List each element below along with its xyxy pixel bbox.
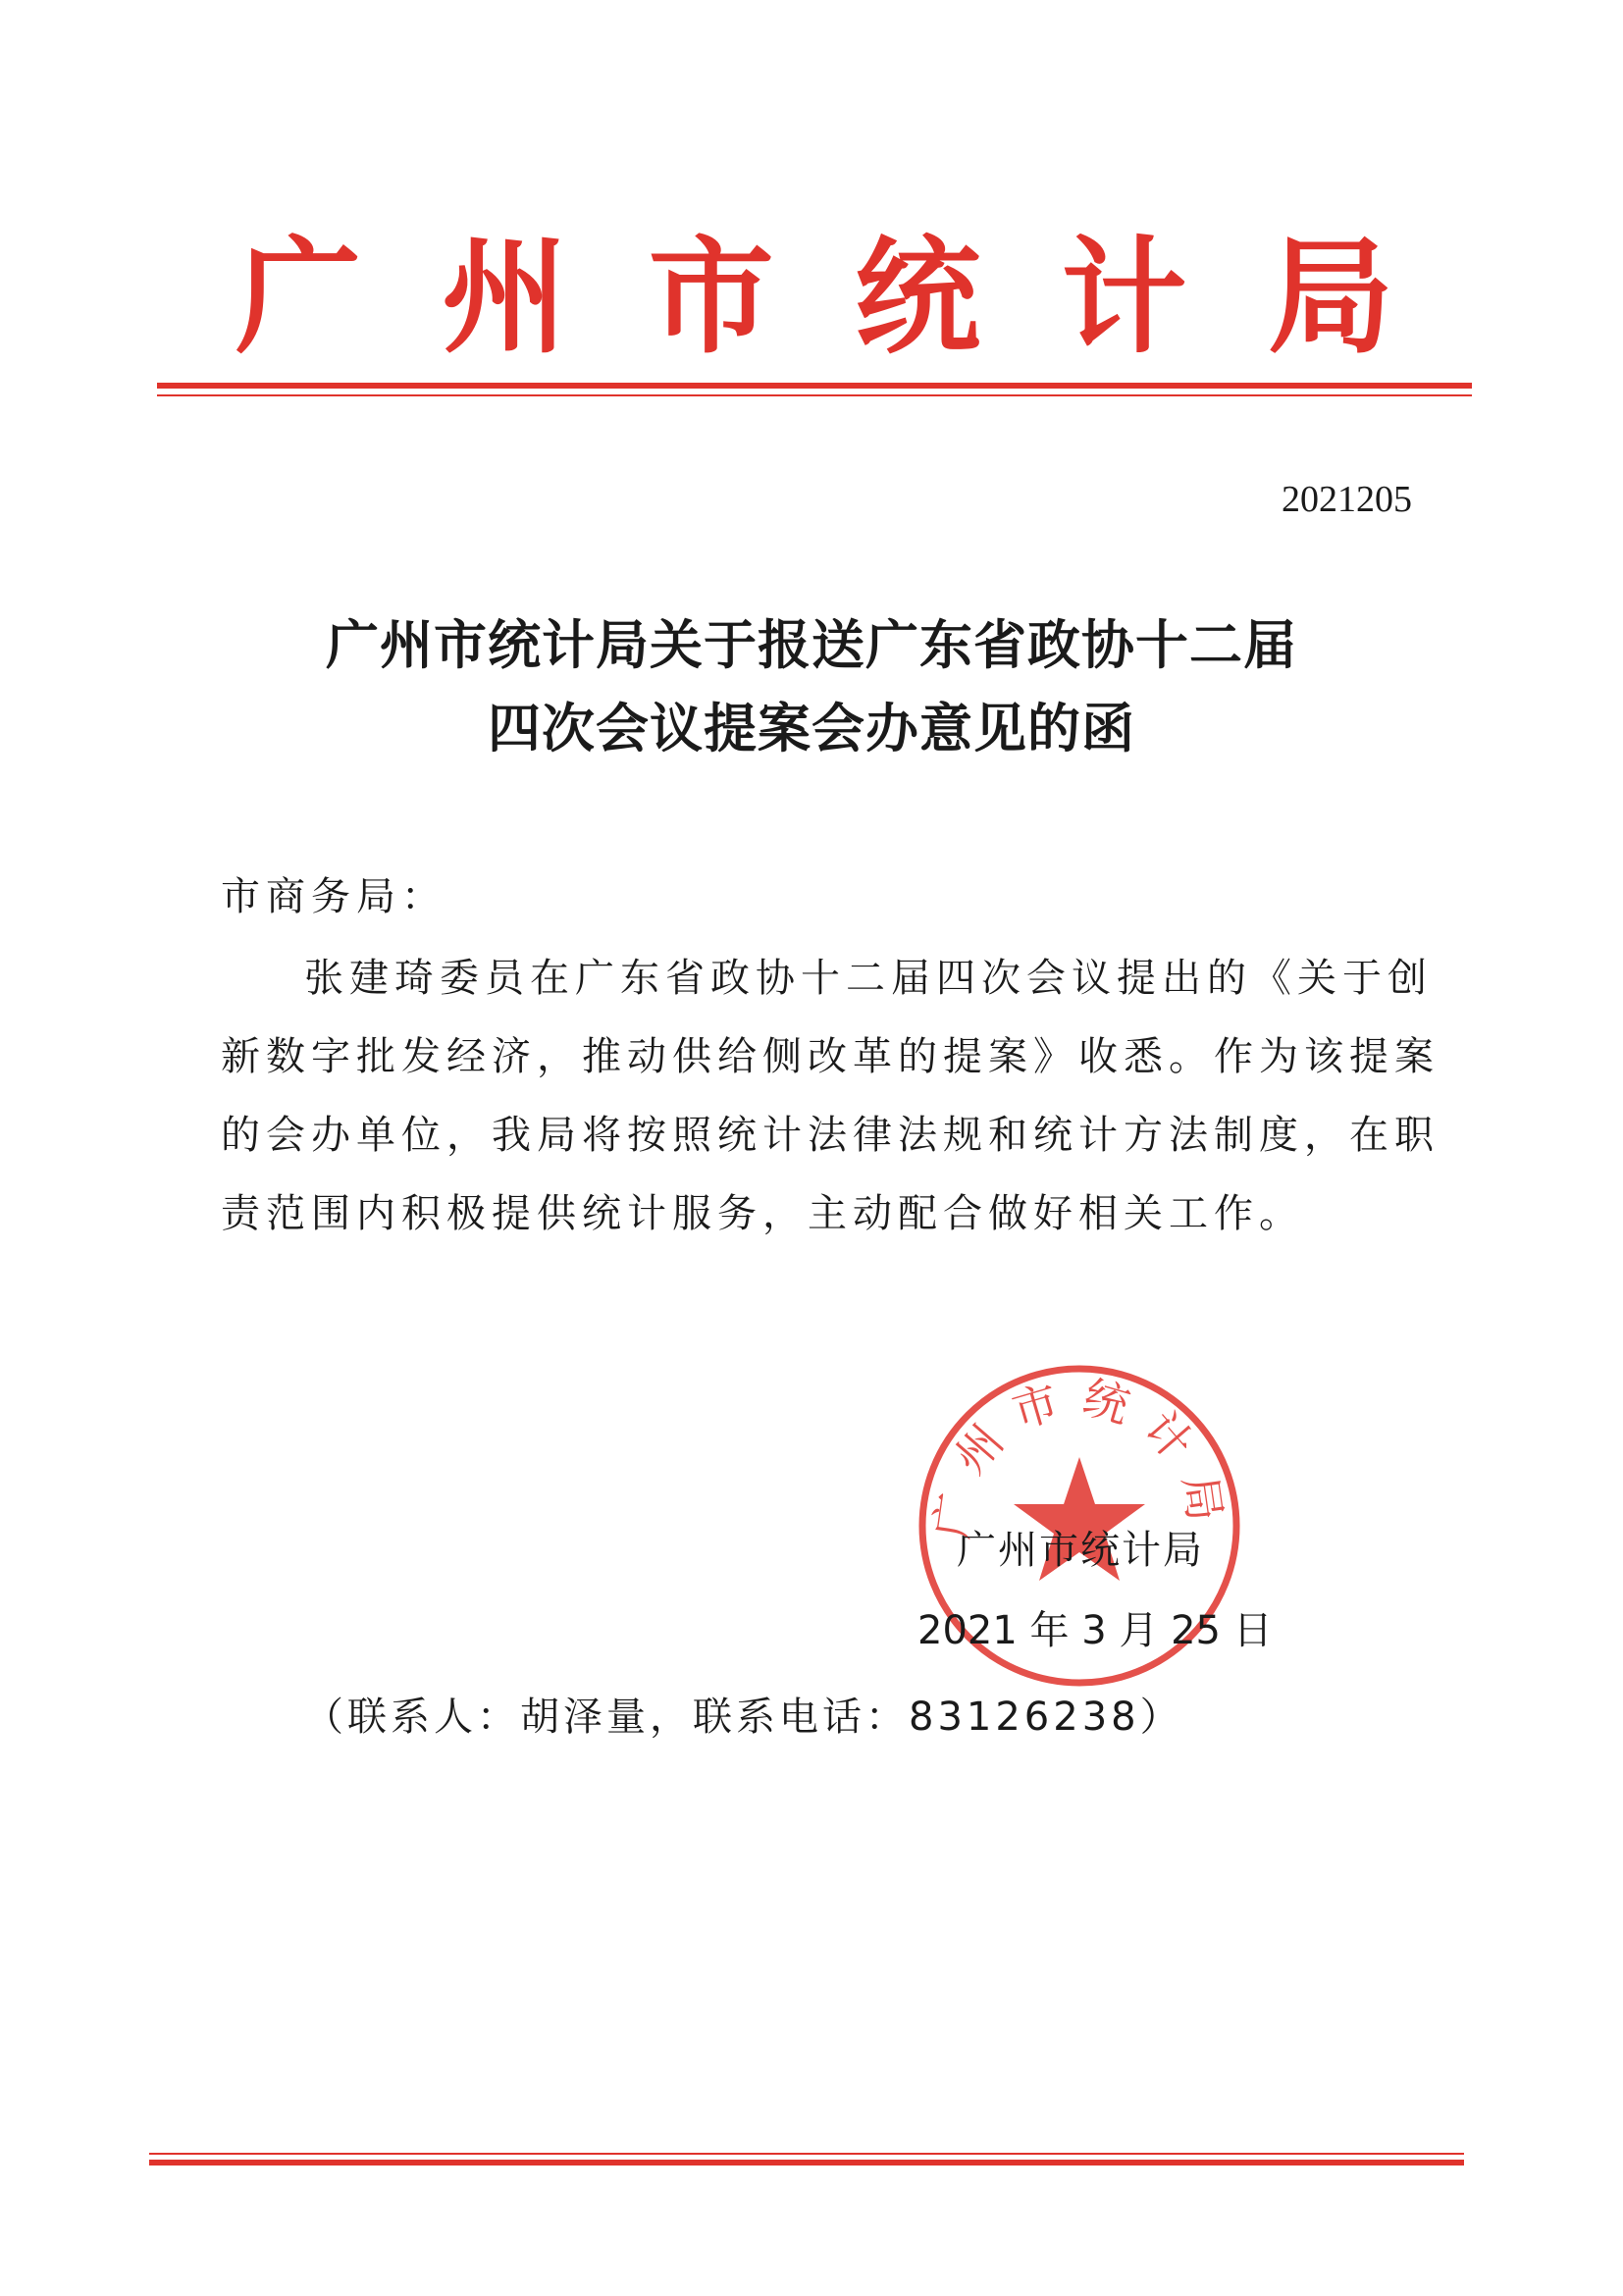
letterhead-char: 统	[855, 224, 981, 371]
body-line: 责范围内积极提供统计服务，主动配合做好相关工作。	[221, 1191, 1304, 1236]
footer-rule-thin	[149, 2153, 1464, 2155]
signature-date: 2021 年 3 月 25 日	[917, 1608, 1273, 1653]
letterhead-char: 州	[442, 224, 568, 371]
letterhead-char: 计	[1061, 224, 1187, 371]
letterhead-char: 局	[1267, 224, 1393, 371]
letterhead-rule-thick	[157, 383, 1472, 389]
body-line: 新数字批发经济，推动供给侧改革的提案》收悉。作为该提案	[221, 1034, 1440, 1079]
letterhead-char: 市	[648, 224, 774, 371]
letterhead-rule-thin	[157, 394, 1472, 396]
signature-org: 广州市统计局	[957, 1528, 1204, 1573]
document-number: 2021205	[1282, 479, 1412, 520]
letterhead	[236, 224, 1393, 371]
contact-info: （联系人：胡泽量，联系电话：83126238）	[304, 1695, 1183, 1740]
body-line: 张建琦委员在广东省政协十二届四次会议提出的《关于创	[304, 956, 1433, 1001]
letterhead-char: 广	[236, 224, 362, 371]
body-line: 的会办单位，我局将按照统计法律法规和统计方法制度，在职	[221, 1113, 1440, 1158]
document-title-line1: 广州市统计局关于报送广东省政协十二届	[326, 613, 1297, 676]
document-title-line2: 四次会议提案会办意见的函	[488, 697, 1135, 759]
recipient: 市商务局：	[221, 874, 446, 919]
seal-text-path: 广州市统计局	[924, 1370, 1234, 1542]
footer-rule-thick	[149, 2160, 1464, 2166]
